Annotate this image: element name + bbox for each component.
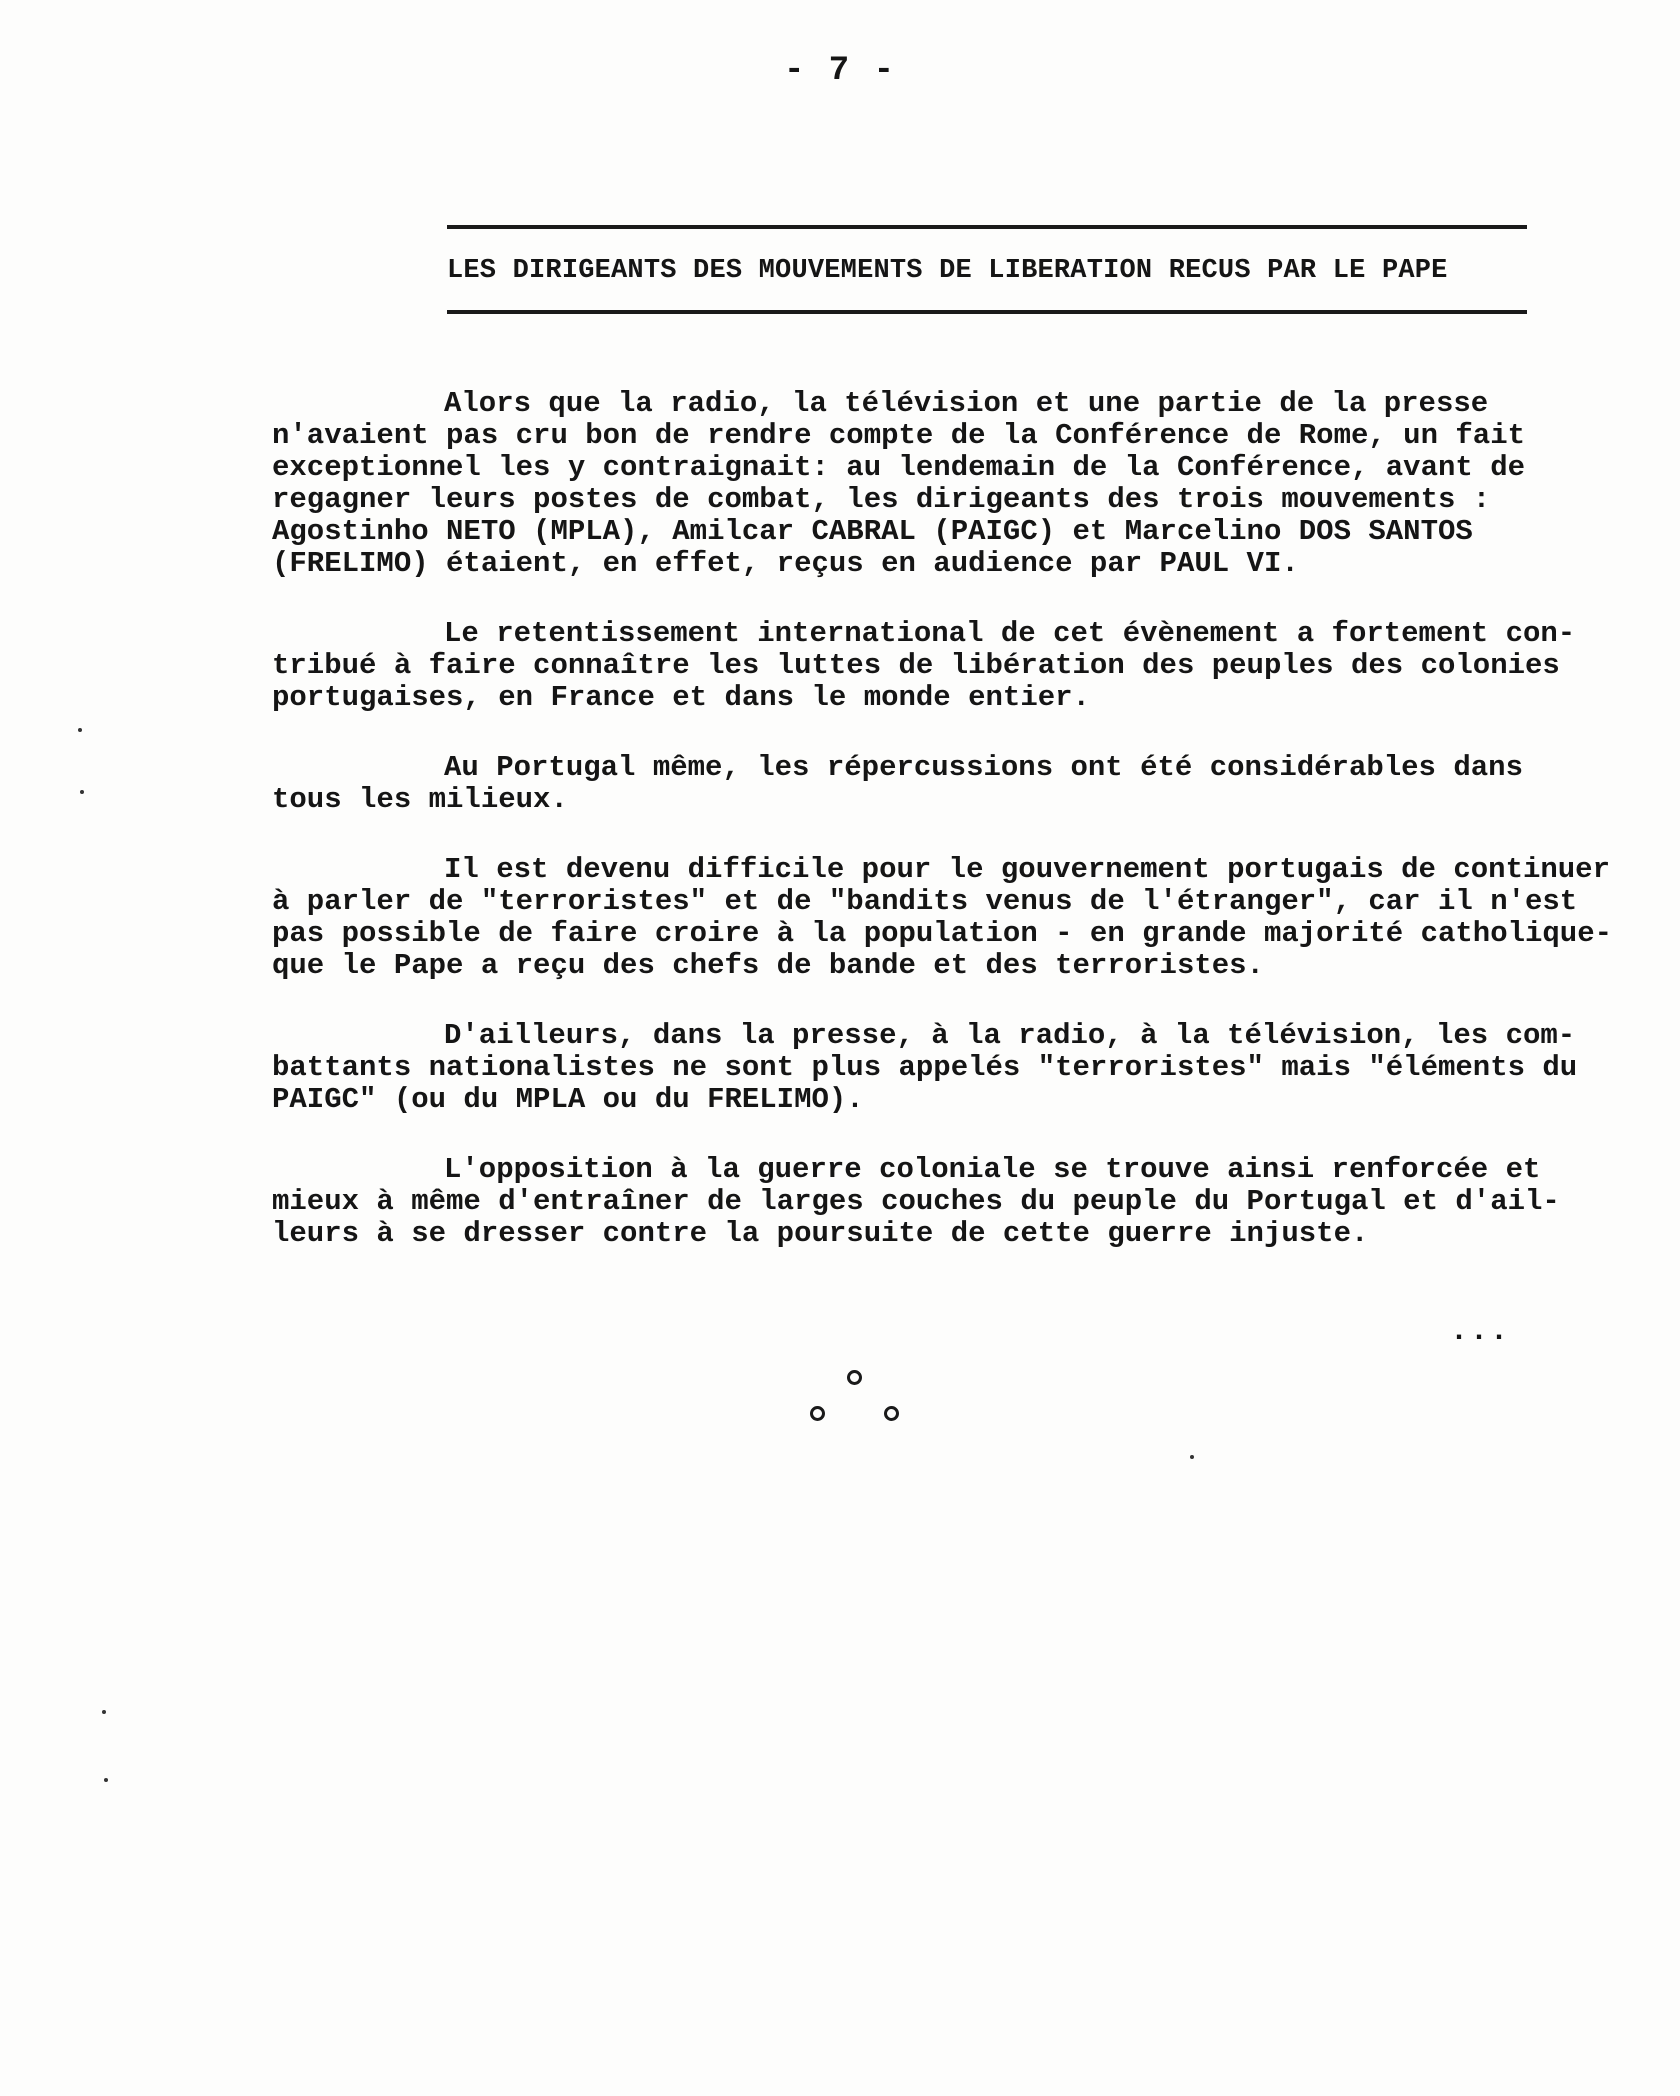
text-line: portugaises, en France et dans le monde entier. [272, 681, 1090, 714]
text-line: Le retentissement international de cet évènement a fortement con- [444, 617, 1576, 650]
article-body [272, 387, 1613, 1288]
headline-rule-top [447, 225, 1527, 229]
text-line: Il est devenu difficile pour le gouvernement portugais de continuer [444, 853, 1610, 886]
page-number: - 7 - [783, 52, 897, 90]
text-line: leurs à se dresser contre la poursuite de cette guerre injuste. [272, 1217, 1369, 1250]
text-line: pas possible de faire croire à la population - en grande majorité catholique- [272, 917, 1613, 950]
text-line: à parler de "terroristes" et de "bandits venus de l'étranger", car il n'est [272, 885, 1578, 918]
paper-speck [80, 790, 84, 794]
paragraph [272, 618, 1602, 714]
text-line: Au Portugal même, les répercussions ont été considérables dans [444, 751, 1523, 784]
paragraph [272, 752, 1602, 816]
text-line: Agostinho NETO (MPLA), Amilcar CABRAL (PAIGC) et Marcelino DOS SANTOS [272, 515, 1473, 548]
continuation-mark: ... [1450, 1315, 1511, 1349]
ornament-dot-icon [810, 1406, 825, 1421]
text-line: n'avaient pas cru bon de rendre compte de la Conférence de Rome, un fait [272, 419, 1526, 452]
text-line: L'opposition à la guerre coloniale se trouve ainsi renforcée et [444, 1153, 1541, 1186]
section-end-ornament [800, 1370, 910, 1440]
headline: LES DIRIGEANTS DES MOUVEMENTS DE LIBERATION RECUS PAR LE PAPE [447, 256, 1448, 286]
text-line: tribué à faire connaître les luttes de libération des peuples des colonies [272, 649, 1560, 682]
paragraph [272, 853, 1613, 982]
paragraph [272, 1020, 1602, 1116]
ornament-dot-icon [847, 1370, 862, 1385]
paragraph [272, 1154, 1602, 1250]
text-line: mieux à même d'entraîner de larges couches du peuple du Portugal et d'ail- [272, 1185, 1560, 1218]
text-line: que le Pape a reçu des chefs de bande et des terroristes. [272, 949, 1264, 982]
paper-speck [1190, 1455, 1194, 1459]
paper-speck [104, 1778, 108, 1782]
text-line: PAIGC" (ou du MPLA ou du FRELIMO). [272, 1083, 864, 1116]
paper-speck [102, 1710, 106, 1714]
text-line: D'ailleurs, dans la presse, à la radio, à la télévision, les com- [444, 1019, 1576, 1052]
text-line: tous les milieux. [272, 783, 568, 816]
text-line: regagner leurs postes de combat, les dirigeants des trois mouvements : [272, 483, 1491, 516]
paragraph [272, 388, 1602, 580]
text-line: battants nationalistes ne sont plus appelés "terroristes" mais "éléments du [272, 1051, 1578, 1084]
text-line: Alors que la radio, la télévision et une partie de la presse [444, 387, 1489, 420]
headline-rule-bottom [447, 310, 1527, 314]
text-line: (FRELIMO) étaient, en effet, reçus en audience par PAUL VI. [272, 547, 1299, 580]
ornament-dot-icon [884, 1406, 899, 1421]
text-line: exceptionnel les y contraignait: au lendemain de la Conférence, avant de [272, 451, 1526, 484]
paper-speck [78, 728, 82, 732]
